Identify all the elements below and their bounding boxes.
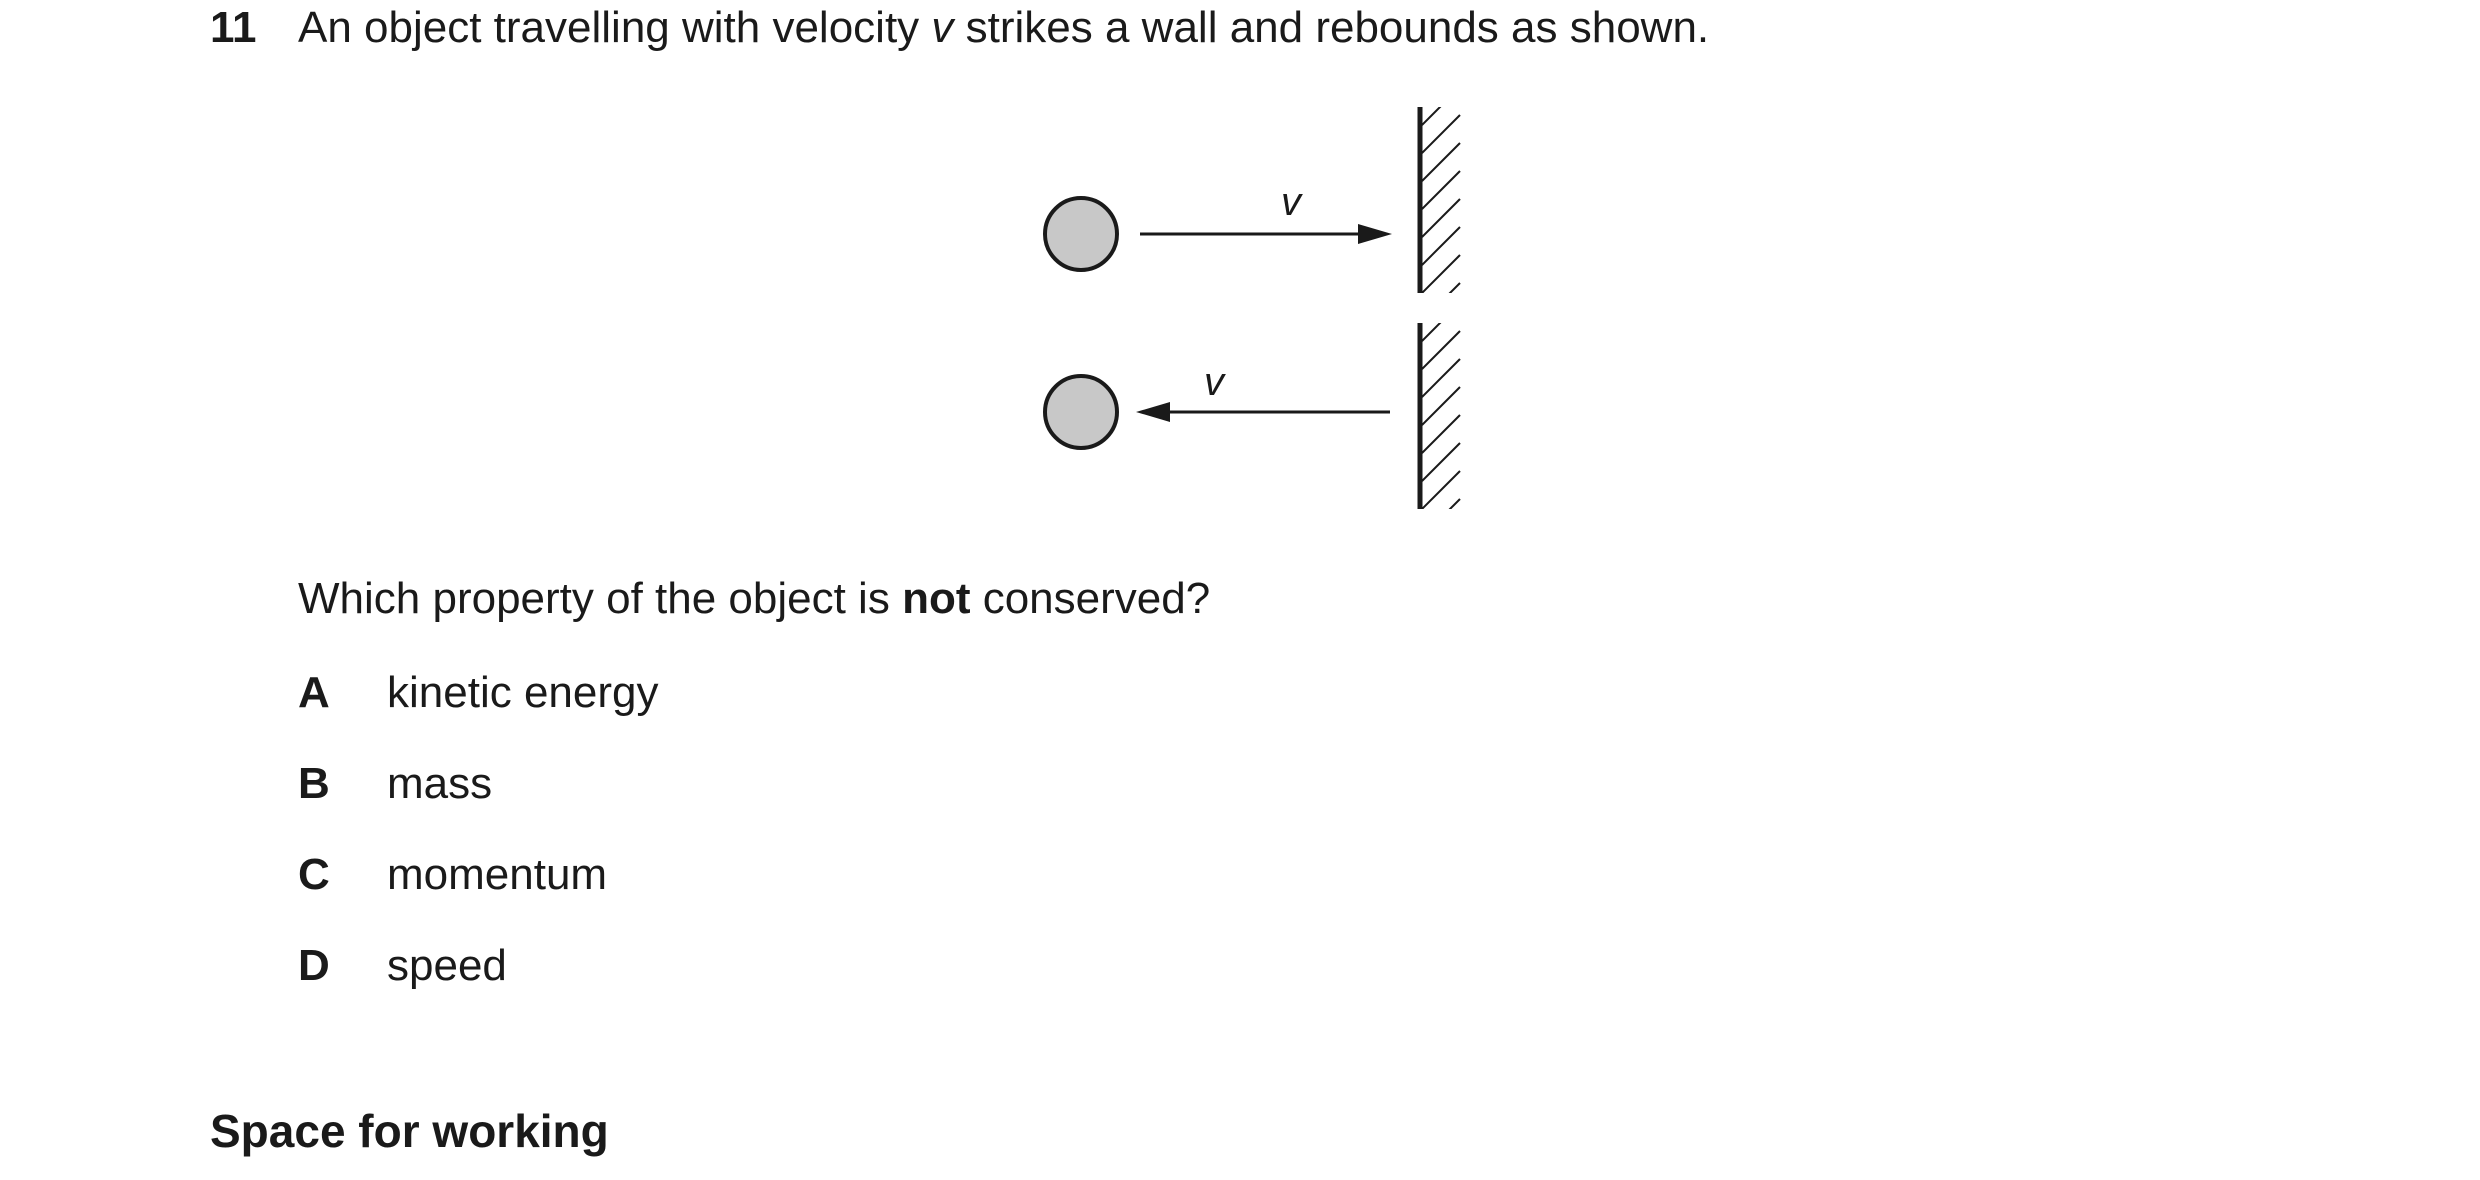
question-stem-start: An object travelling with velocity [298, 3, 932, 52]
option-b-text[interactable]: mass [387, 759, 493, 808]
question-stem-end: strikes a wall and rebounds as shown. [953, 3, 1710, 52]
option-d-text[interactable]: speed [387, 941, 507, 990]
rebound-velocity-label: v [1204, 360, 1224, 404]
wall-top-hatching [1422, 95, 1460, 321]
object-rebound [1045, 376, 1117, 448]
option-b-letter[interactable]: B [298, 759, 330, 808]
prompt-start: Which property of the object is [298, 574, 903, 623]
option-a-text[interactable]: kinetic energy [387, 668, 659, 717]
option-a-letter[interactable]: A [298, 668, 330, 717]
object-incoming [1045, 198, 1117, 270]
prompt-end: conserved? [970, 574, 1211, 623]
incoming-arrow-head [1358, 224, 1392, 244]
option-d-letter[interactable]: D [298, 941, 330, 990]
velocity-symbol: v [931, 3, 954, 52]
working-space-heading: Space for working [210, 1105, 609, 1157]
prompt-emphasis: not [902, 574, 971, 623]
wall-bottom-hatching [1422, 303, 1460, 525]
incoming-velocity-label: v [1281, 180, 1301, 224]
option-c-text[interactable]: momentum [387, 850, 608, 899]
question-stem [298, 3, 1710, 52]
rebound-arrow-head [1136, 402, 1170, 422]
option-c-letter[interactable]: C [298, 850, 330, 899]
question-prompt [298, 574, 1211, 623]
collision-diagram [1020, 95, 1480, 525]
question-number: 11 [210, 3, 257, 52]
